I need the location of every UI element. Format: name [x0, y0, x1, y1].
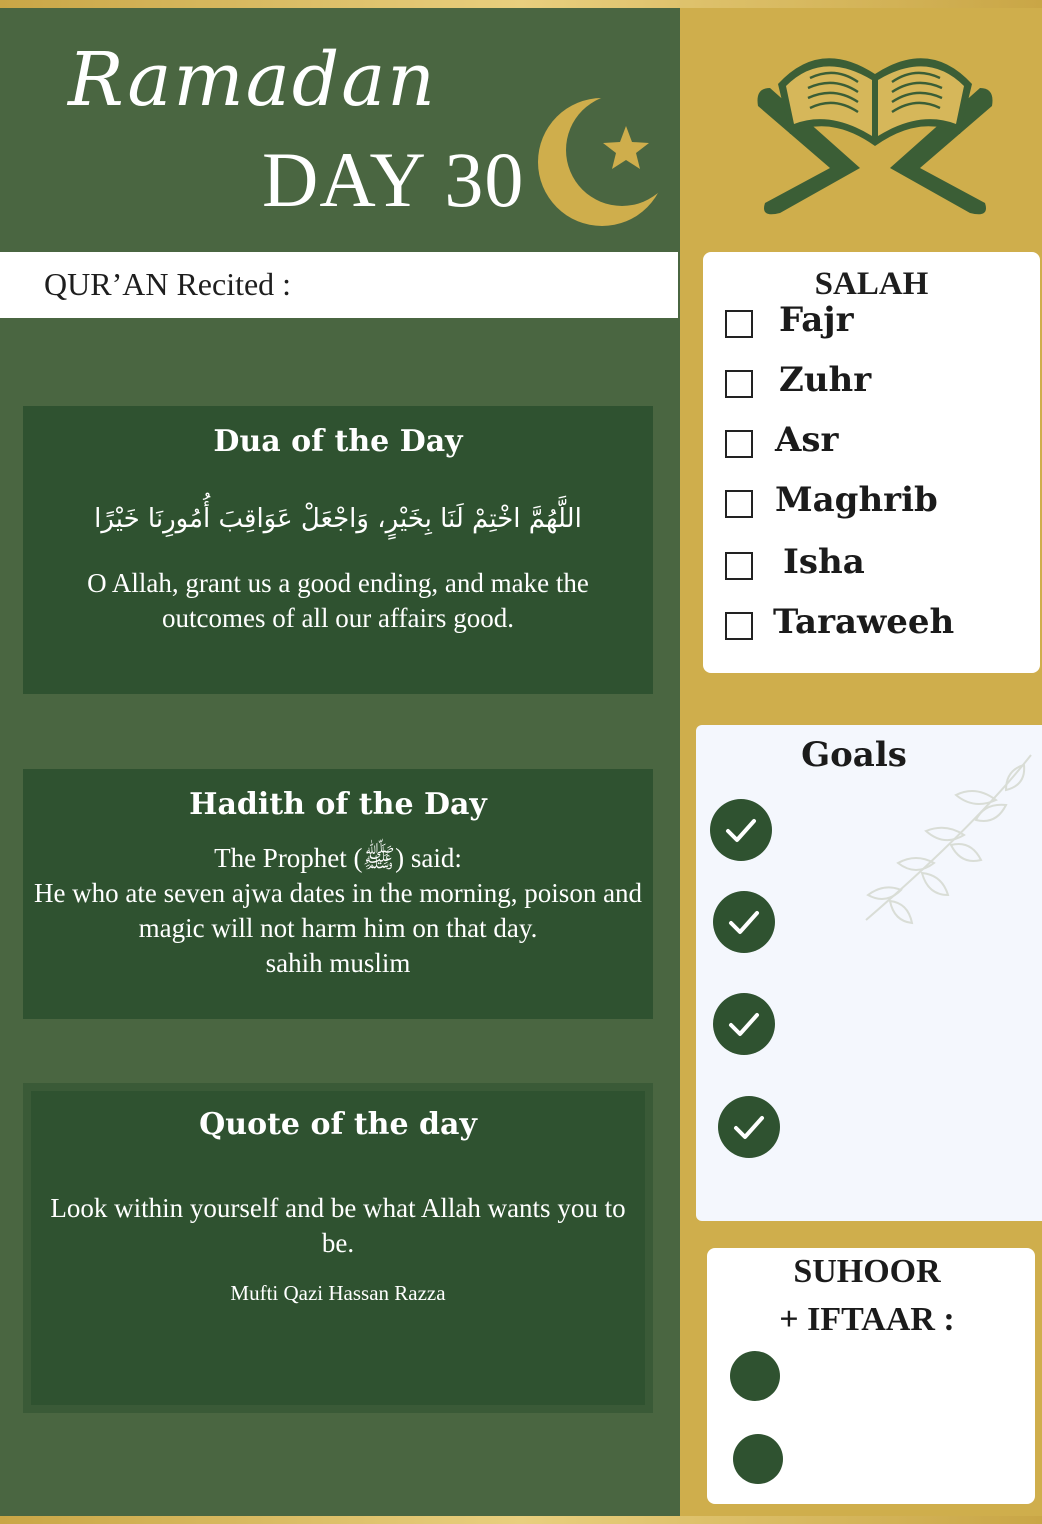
goals-panel [696, 725, 1042, 1221]
quote-of-the-day-card [31, 1091, 645, 1405]
dua-translation: O Allah, grant us a good ending, and make the outcomes of all our affairs good. [87, 568, 589, 633]
checkmark-icon [710, 799, 772, 861]
dua-title: Dua of the Day [213, 424, 463, 459]
salah-label-isha: Isha [783, 542, 865, 582]
quran-recited-field[interactable] [0, 252, 678, 318]
isha-checkbox[interactable] [725, 552, 753, 580]
taraweeh-checkbox[interactable] [725, 612, 753, 640]
checkmark-icon [718, 1096, 780, 1158]
zuhr-checkbox[interactable] [725, 370, 753, 398]
hadith-of-the-day-card [23, 769, 653, 1019]
quran-recited-label: QUR’AN Recited : [44, 266, 292, 302]
goals-title: Goals [801, 735, 907, 775]
hadith-body [29, 841, 647, 981]
iftaar-label: + IFTAAR : [779, 1301, 955, 1338]
salah-label-fajr: Fajr [779, 300, 854, 340]
checkmark-icon [713, 891, 775, 953]
crescent-star-icon [536, 92, 676, 232]
maghrib-checkbox[interactable] [725, 490, 753, 518]
quote-author: Mufti Qazi Hassan Razza [230, 1281, 446, 1305]
goal-check-3[interactable] [713, 993, 775, 1055]
day-number-title: DAY 30 [262, 136, 525, 223]
dua-arabic-text: اللَّهُمَّ اخْتِمْ لَنَا بِخَيْرٍ، وَاجْعَلْ عَوَاقِبَ أُمُورِنَا خَيْرًا [94, 504, 582, 534]
salah-checklist-panel [703, 252, 1040, 673]
salah-label-maghrib: Maghrib [775, 480, 938, 520]
hadith-title: Hadith of the Day [189, 787, 487, 822]
suhoor-bullet[interactable] [730, 1351, 780, 1401]
hadith-text: He who ate seven ajwa dates in the morning, poison and magic will not harm him on that day. [33, 878, 643, 943]
hadith-source: sahih muslim [265, 948, 411, 978]
hadith-intro: The Prophet (ﷺ) said: [214, 843, 462, 873]
iftaar-bullet[interactable] [733, 1434, 783, 1484]
goal-check-1[interactable] [710, 799, 772, 861]
goal-check-2[interactable] [713, 891, 775, 953]
salah-label-taraweeh: Taraweeh [773, 602, 955, 642]
fajr-checkbox[interactable] [725, 310, 753, 338]
ramadan-script-title: Ramadan [68, 37, 437, 123]
olive-branch-icon [856, 745, 1036, 935]
salah-label-asr: Asr [775, 420, 839, 460]
asr-checkbox[interactable] [725, 430, 753, 458]
suhoor-label: SUHOOR [793, 1253, 941, 1290]
goal-check-4[interactable] [718, 1096, 780, 1158]
quran-stand-icon [750, 28, 1000, 228]
suhoor-iftaar-title [707, 1248, 1027, 1344]
bottom-gold-border [0, 1516, 1042, 1524]
checkmark-icon [713, 993, 775, 1055]
salah-label-zuhr: Zuhr [779, 360, 872, 400]
suhoor-iftaar-panel [707, 1248, 1035, 1504]
quote-text: Look within yourself and be what Allah wants you to be. [50, 1193, 626, 1258]
dua-of-the-day-card [23, 406, 653, 694]
quote-title: Quote of the day [199, 1107, 477, 1142]
salah-title: SALAH [814, 266, 929, 302]
